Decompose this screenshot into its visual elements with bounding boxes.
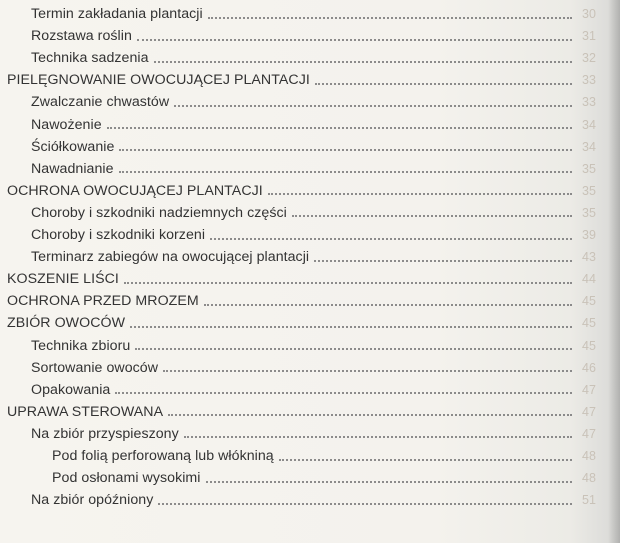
- entry-title: Choroby i szkodniki korzeni: [31, 227, 206, 243]
- dot-leader: [315, 82, 572, 85]
- toc-entry: [31, 336, 596, 356]
- dot-leader: [158, 502, 572, 505]
- entry-title: Pod folią perforowaną lub włókniną: [52, 448, 274, 464]
- toc-entry: [31, 424, 596, 444]
- entry-page-number: 35: [581, 161, 596, 176]
- dot-leader: [168, 413, 572, 416]
- entry-page-number: 47: [581, 382, 596, 397]
- entry-page-number: 45: [581, 316, 596, 331]
- entry-title: Na zbiór opóźniony: [31, 492, 154, 509]
- dot-leader: [115, 391, 572, 394]
- dot-leader: [163, 369, 572, 372]
- entry-title: Choroby i szkodniki nadziemnych części: [31, 204, 287, 221]
- entry-page-number: 43: [581, 250, 596, 265]
- entry-title: Termin zakładania plantacji: [31, 6, 203, 22]
- toc-entry: [31, 159, 596, 179]
- entry-page-number: 47: [581, 426, 596, 441]
- toc-entry: [31, 203, 596, 223]
- entry-title: PIELĘGNOWANIE OWOCUJĄCEJ PLANTACJI: [7, 72, 310, 89]
- entry-title: Pod osłonami wysokimi: [52, 470, 201, 487]
- entry-page-number: 51: [581, 493, 596, 508]
- dot-leader: [204, 303, 572, 306]
- toc-entry: [31, 4, 596, 24]
- dot-leader: [137, 38, 572, 41]
- entry-page-number: 46: [581, 360, 596, 375]
- entry-title: Nawadnianie: [31, 160, 114, 177]
- dot-leader: [208, 16, 572, 19]
- toc-entry: [31, 137, 596, 157]
- entry-title: Rozstawa roślin: [31, 28, 132, 45]
- toc-entry: [7, 181, 596, 201]
- toc-entry: [31, 115, 596, 135]
- entry-page-number: 39: [581, 228, 596, 242]
- toc-entry: [7, 70, 596, 90]
- entry-page-number: 45: [581, 338, 596, 353]
- entry-page-number: 32: [581, 51, 596, 66]
- entry-title: ZBIÓR OWOCÓW: [7, 315, 126, 332]
- toc-entry: [7, 402, 596, 422]
- toc-entry: [31, 358, 596, 378]
- entry-title: Ściółkowanie: [31, 138, 115, 155]
- toc-entry: [52, 468, 596, 488]
- entry-page-number: 35: [581, 205, 596, 220]
- entry-title: Nawożenie: [31, 116, 102, 133]
- dot-leader: [292, 214, 572, 217]
- entry-title: OCHRONA OWOCUJĄCEJ PLANTACJI: [7, 182, 263, 199]
- entry-page-number: 48: [581, 449, 596, 463]
- entry-page-number: 31: [581, 29, 596, 44]
- entry-title: OCHRONA PRZED MROZEM: [7, 293, 199, 310]
- entry-page-number: 45: [581, 294, 596, 309]
- dot-leader: [154, 60, 572, 63]
- entry-page-number: 44: [581, 272, 596, 287]
- dot-leader: [130, 325, 572, 328]
- dot-leader: [174, 104, 572, 107]
- dot-leader: [268, 192, 572, 195]
- dot-leader: [314, 259, 572, 262]
- entry-page-number: 33: [581, 95, 596, 110]
- toc-entry: [31, 26, 596, 46]
- dot-leader: [119, 170, 572, 173]
- entry-page-number: 34: [581, 139, 596, 154]
- entry-title: Na zbiór przyspieszony: [31, 425, 179, 442]
- dot-leader: [124, 281, 572, 284]
- entry-title: Technika zbioru: [31, 337, 131, 354]
- entry-title: Technika sadzenia: [31, 50, 149, 67]
- entry-page-number: 47: [581, 404, 596, 419]
- toc-entry: [7, 269, 596, 289]
- entry-page-number: 34: [581, 117, 596, 132]
- toc-entry: [52, 446, 596, 466]
- toc-entry: [7, 313, 596, 333]
- entry-page-number: 33: [581, 73, 596, 88]
- entry-page-number: 30: [581, 7, 596, 21]
- toc-entry: [31, 490, 596, 510]
- dot-leader: [119, 148, 572, 151]
- dot-leader: [107, 126, 572, 129]
- dot-leader: [206, 480, 573, 483]
- toc-entry: [31, 225, 596, 245]
- entry-page-number: 35: [581, 183, 596, 198]
- toc-entry: [31, 48, 596, 68]
- entry-title: Sortowanie owoców: [31, 359, 159, 376]
- entry-title: Opakowania: [31, 381, 111, 398]
- entry-title: KOSZENIE LIŚCI: [7, 271, 119, 288]
- entry-page-number: 48: [581, 471, 596, 486]
- entry-title: Terminarz zabiegów na owocującej plantacji: [31, 249, 310, 266]
- toc-entry: [31, 247, 596, 267]
- dot-leader: [135, 347, 572, 350]
- toc-entry: [31, 380, 596, 400]
- dot-leader: [210, 237, 572, 240]
- dot-leader: [279, 458, 572, 461]
- entry-title: UPRAWA STEROWANA: [7, 403, 164, 420]
- dot-leader: [184, 435, 572, 438]
- toc-entry: [7, 291, 596, 311]
- entry-title: Zwalczanie chwastów: [31, 94, 170, 111]
- toc-entry: [31, 92, 596, 112]
